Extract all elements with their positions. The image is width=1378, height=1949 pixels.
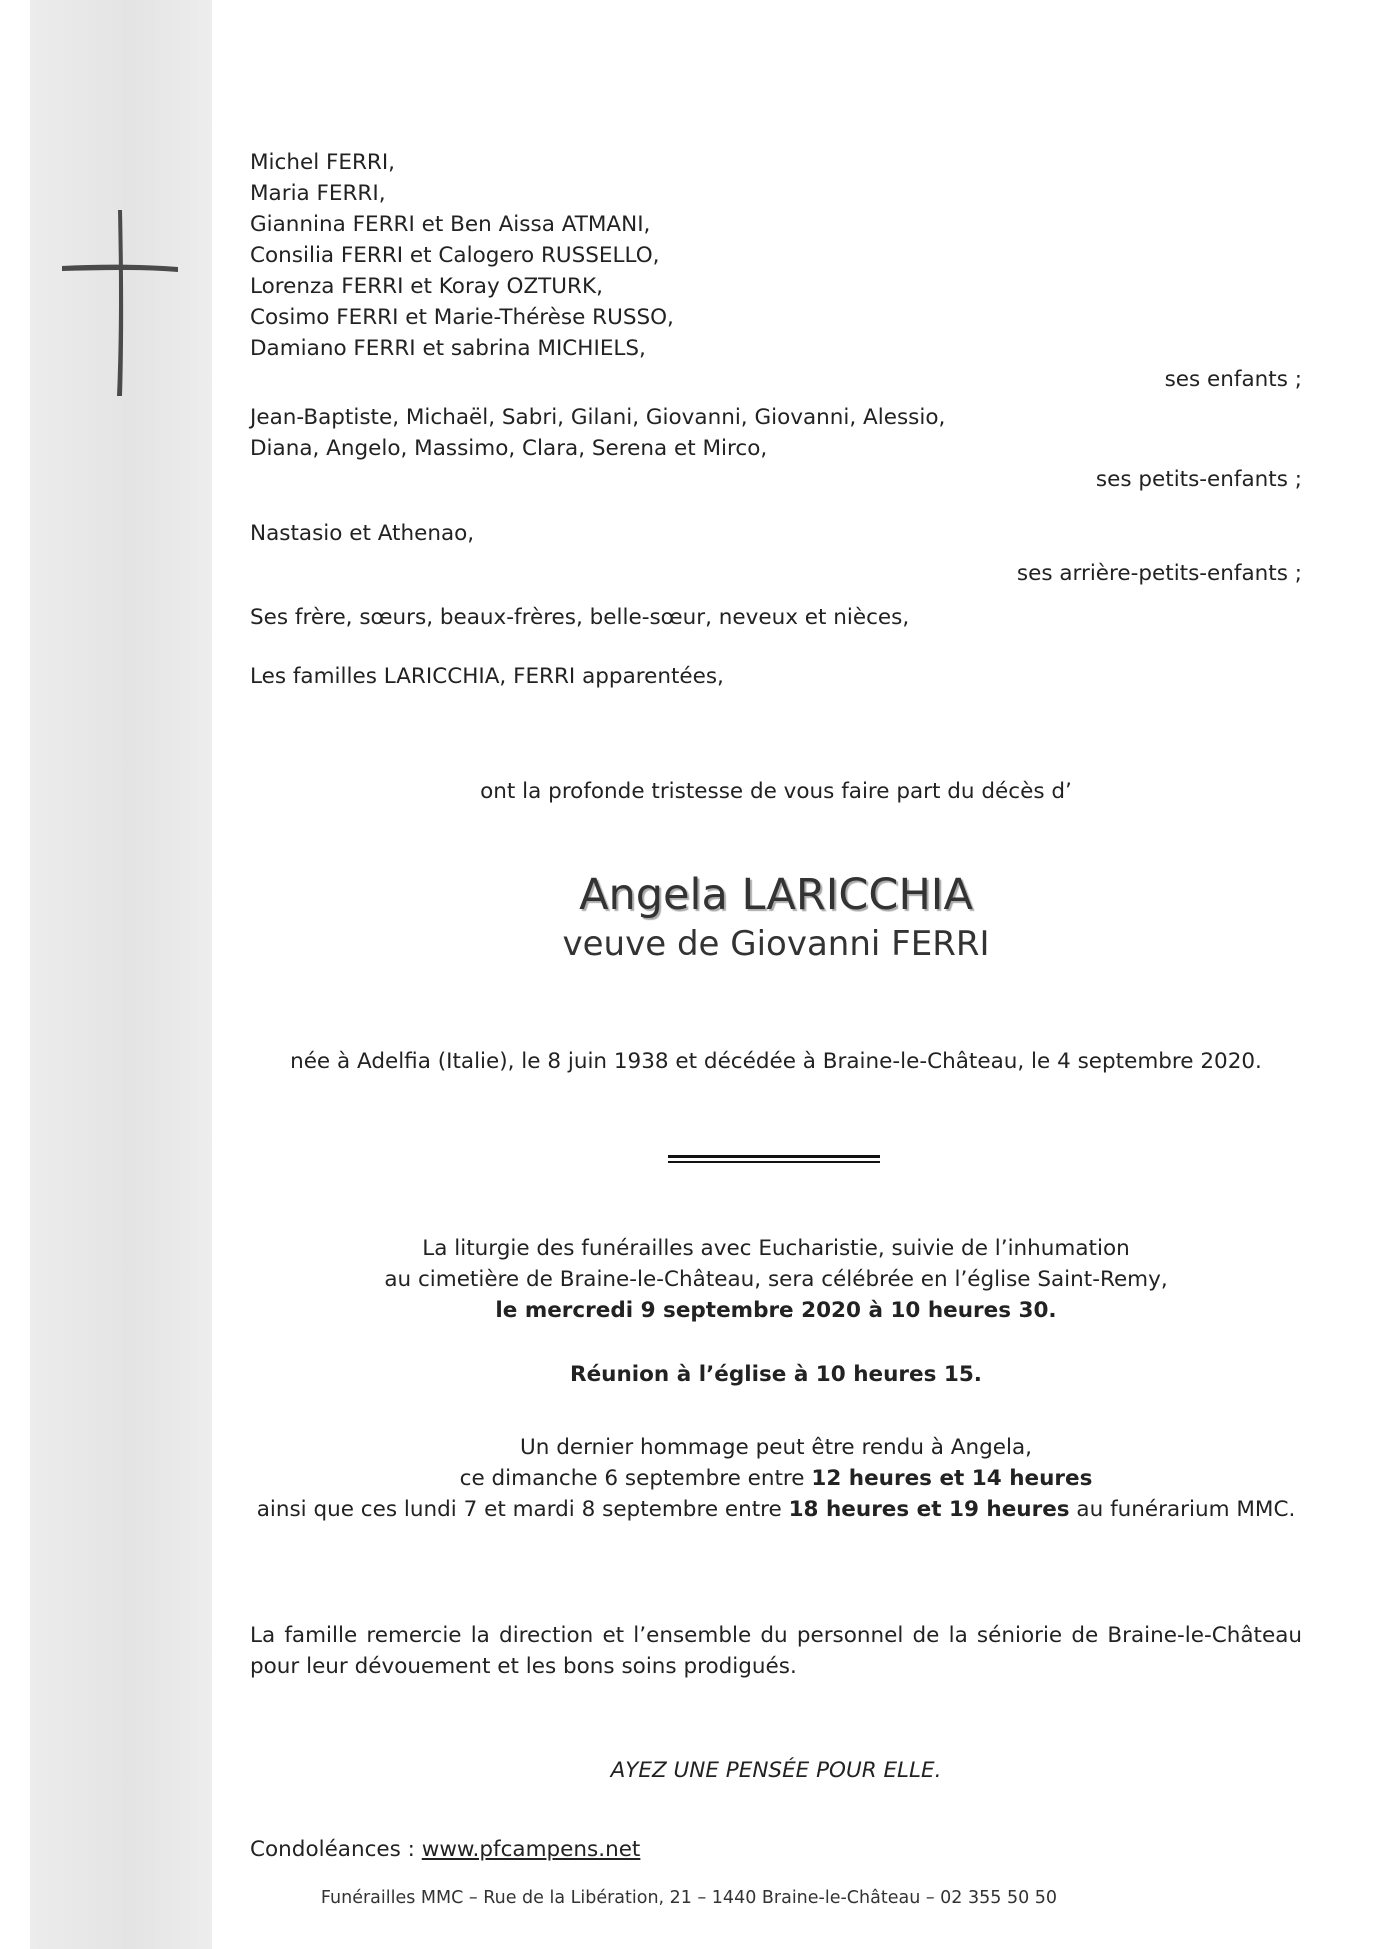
great-grandchildren-names: Nastasio et Athenao, [250, 521, 475, 546]
tribute-line: Un dernier hommage peut être rendu à Angela, [520, 1435, 1032, 1460]
footer: Funérailles MMC – Rue de la Libération, 21 – 1440 Braine-le-Château – 02 355 50 50 [320, 1888, 1058, 1908]
extended-family: Ses frère, sœurs, beaux-frères, belle-sœur, neveux et nièces, [250, 605, 910, 630]
grandchildren-names: Diana, Angelo, Massimo, Clara, Serena et Mirco, [250, 436, 768, 461]
tribute-hours: 12 heures et 14 heures [811, 1466, 1093, 1491]
tribute-line [250, 1463, 1302, 1494]
grandchildren-names: Jean-Baptiste, Michaël, Sabri, Gilani, Giovanni, Giovanni, Alessio, [250, 405, 946, 430]
meeting-time: Réunion à l’église à 10 heures 15. [570, 1362, 982, 1387]
child-name: Lorenza FERRI et Koray OZTURK, [250, 274, 603, 299]
closing-text: AYEZ UNE PENSÉE POUR ELLE. [610, 1758, 942, 1783]
funeral-line: au cimetière de Braine-le-Château, sera célébrée en l’église Saint-Remy, [384, 1267, 1168, 1292]
tribute-line [250, 1494, 1302, 1525]
deceased-dates: née à Adelfia (Italie), le 8 juin 1938 et décédée à Braine-le-Château, le 4 septembre 2020. [290, 1049, 1262, 1074]
funeral-line: La liturgie des funérailles avec Eucharistie, suivie de l’inhumation [422, 1236, 1130, 1261]
condolences-link[interactable]: www.pfcampens.net [421, 1837, 641, 1862]
tribute-block [250, 1432, 1302, 1525]
child-name: Michel FERRI, [250, 150, 396, 175]
child-name: Maria FERRI, [250, 181, 386, 206]
extended-family-line [250, 602, 1302, 633]
funeral-datetime: le mercredi 9 septembre 2020 à 10 heures 30. [495, 1298, 1057, 1323]
dates-line [250, 1046, 1302, 1077]
child-name: Consilia FERRI et Calogero RUSSELLO, [250, 243, 660, 268]
condolences-label: Condoléances : [250, 1837, 422, 1862]
child-name: Damiano FERRI et sabrina MICHIELS, [250, 336, 646, 361]
condolences-line [250, 1834, 1302, 1865]
announcement-line [250, 776, 1302, 807]
tribute-text: ainsi que ces lundi 7 et mardi 8 septembre entre [256, 1497, 789, 1522]
thanks-block [250, 1620, 1302, 1682]
grandchildren-block [250, 402, 1302, 495]
announcement: ont la profonde tristesse de vous faire part du décès d’ [480, 779, 1072, 804]
relation-label-great-grandchildren: ses arrière-petits-enfants ; [1016, 561, 1302, 586]
closing-line [250, 1755, 1302, 1786]
thanks-text: La famille remercie la direction et l’ensemble du personnel de la séniorie de Braine-le-Château pour leur dévouement et les bons soins prodigués. [250, 1623, 1302, 1679]
relation-label-grandchildren: ses petits-enfants ; [1095, 467, 1302, 492]
child-name: Cosimo FERRI et Marie-Thérèse RUSSO, [250, 305, 674, 330]
divider-rule [668, 1155, 880, 1163]
child-name: Giannina FERRI et Ben Aissa ATMANI, [250, 212, 651, 237]
tribute-text: au funérarium MMC. [1069, 1497, 1296, 1522]
latin-cross-icon [60, 208, 180, 398]
related-families: Les familles LARICCHIA, FERRI apparentées, [250, 664, 724, 689]
deceased-heading [250, 869, 1302, 967]
deceased-subtitle: veuve de Giovanni FERRI [562, 924, 990, 964]
meeting-line [250, 1359, 1302, 1390]
deceased-name: Angela LARICCHIA [579, 870, 973, 920]
tribute-hours: 18 heures et 19 heures [788, 1497, 1070, 1522]
relation-label-children: ses enfants ; [1164, 367, 1302, 392]
tribute-text: ce dimanche 6 septembre entre [459, 1466, 812, 1491]
related-families-line [250, 661, 1302, 692]
funeral-block [250, 1233, 1302, 1326]
great-grandchildren-block [250, 518, 1302, 589]
children-block [250, 147, 1302, 395]
